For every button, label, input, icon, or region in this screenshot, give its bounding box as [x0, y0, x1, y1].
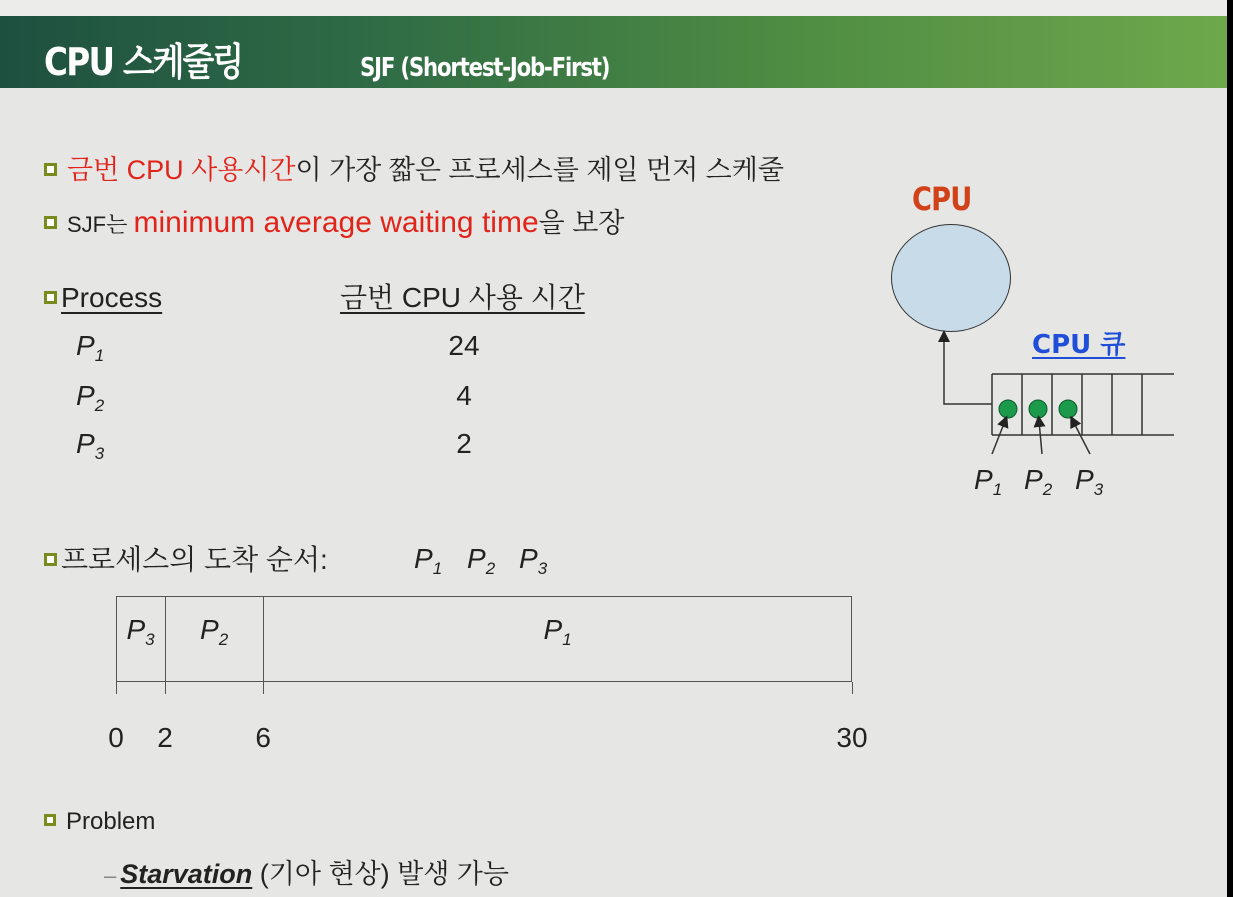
table-row-time-2: 4 [456, 380, 472, 411]
gantt-time-label: 6 [255, 722, 271, 753]
bullet-highlight: minimum average waiting time [133, 206, 539, 239]
cpu-circle-icon [891, 224, 1011, 332]
gantt-time-label: 30 [836, 722, 868, 753]
bullet-sjf-guarantee [44, 205, 624, 243]
cpu-queue-label: CPU 큐 [1032, 330, 1126, 360]
process-header: Process [61, 282, 163, 313]
queue-process-dot [1059, 400, 1077, 418]
problem-bullet [44, 802, 155, 840]
cpu-label: CPU [912, 180, 972, 218]
queue-to-cpu-arrow [944, 336, 992, 404]
table-header-process [44, 280, 162, 316]
gantt-time-tick [116, 682, 117, 694]
arrival-order [44, 542, 328, 578]
gantt-time-label: 0 [108, 722, 124, 753]
problem-description: (기아 현상) 발생 가능 [252, 859, 509, 889]
slide-title: CPU 스케줄링 [44, 40, 243, 84]
gantt-time-label: 2 [157, 722, 173, 753]
bullet-text-pre: SJF는 [67, 212, 134, 237]
bullet-sjf-definition [44, 152, 784, 188]
bullet-highlight: 금번 CPU 사용시간 [67, 155, 296, 185]
queue-label-p2: $P_2$ [1024, 464, 1053, 499]
arrival-p1: $P_1$ [414, 543, 443, 578]
bullet-text: 이 가장 짧은 프로세스를 제일 먼저 스케줄 [295, 155, 784, 185]
queue-label-p1: $P_1$ [974, 464, 1003, 499]
problem-item [104, 856, 509, 894]
checkbox-bullet-icon [44, 163, 57, 176]
gantt-segment-label: $P_2$ [200, 614, 229, 649]
gantt-segment-label: $P_1$ [543, 614, 572, 649]
table-row-time-1: 24 [448, 330, 480, 361]
gantt-segment-label: $P_3$ [126, 614, 155, 649]
checkbox-bullet-icon [44, 216, 57, 229]
gantt-time-tick [263, 682, 264, 694]
label-arrow [1039, 421, 1042, 454]
queue-process-dot [999, 400, 1017, 418]
problem-label: Problem [66, 808, 156, 835]
top-strip [0, 0, 1227, 16]
checkbox-bullet-icon [44, 291, 57, 304]
queue-label-p3: $P_3$ [1075, 464, 1104, 499]
arrival-p3: $P_3$ [519, 543, 548, 578]
table-header-time [340, 280, 585, 316]
table-row-time-3: 2 [456, 428, 472, 459]
table-row-process-3: $P_3$ [76, 428, 105, 463]
gantt-segment-divider [263, 596, 264, 682]
gantt-time-tick [165, 682, 166, 694]
gantt-segment-divider [165, 596, 166, 682]
checkbox-bullet-icon [44, 814, 56, 826]
table-row-process-2: $P_2$ [76, 380, 105, 415]
bullet-text-post: 을 보장 [538, 208, 625, 238]
problem-dash: – [104, 863, 117, 888]
right-edge-bar [1227, 0, 1233, 897]
arrival-label: 프로세스의 도착 순서: [61, 544, 328, 575]
arrival-p2: $P_2$ [467, 543, 496, 578]
title-bar [0, 16, 1227, 88]
starvation-term: Starvation [120, 859, 253, 889]
label-arrow [1073, 421, 1090, 454]
queue-process-dot [1029, 400, 1047, 418]
slide-subtitle: SJF (Shortest-Job-First) [360, 53, 610, 83]
checkbox-bullet-icon [44, 553, 57, 566]
cpu-time-header: 금번 CPU 사용 시간 [340, 282, 585, 313]
label-arrow [992, 421, 1005, 454]
gantt-time-tick [852, 682, 853, 694]
table-row-process-1: $P_1$ [76, 330, 105, 365]
